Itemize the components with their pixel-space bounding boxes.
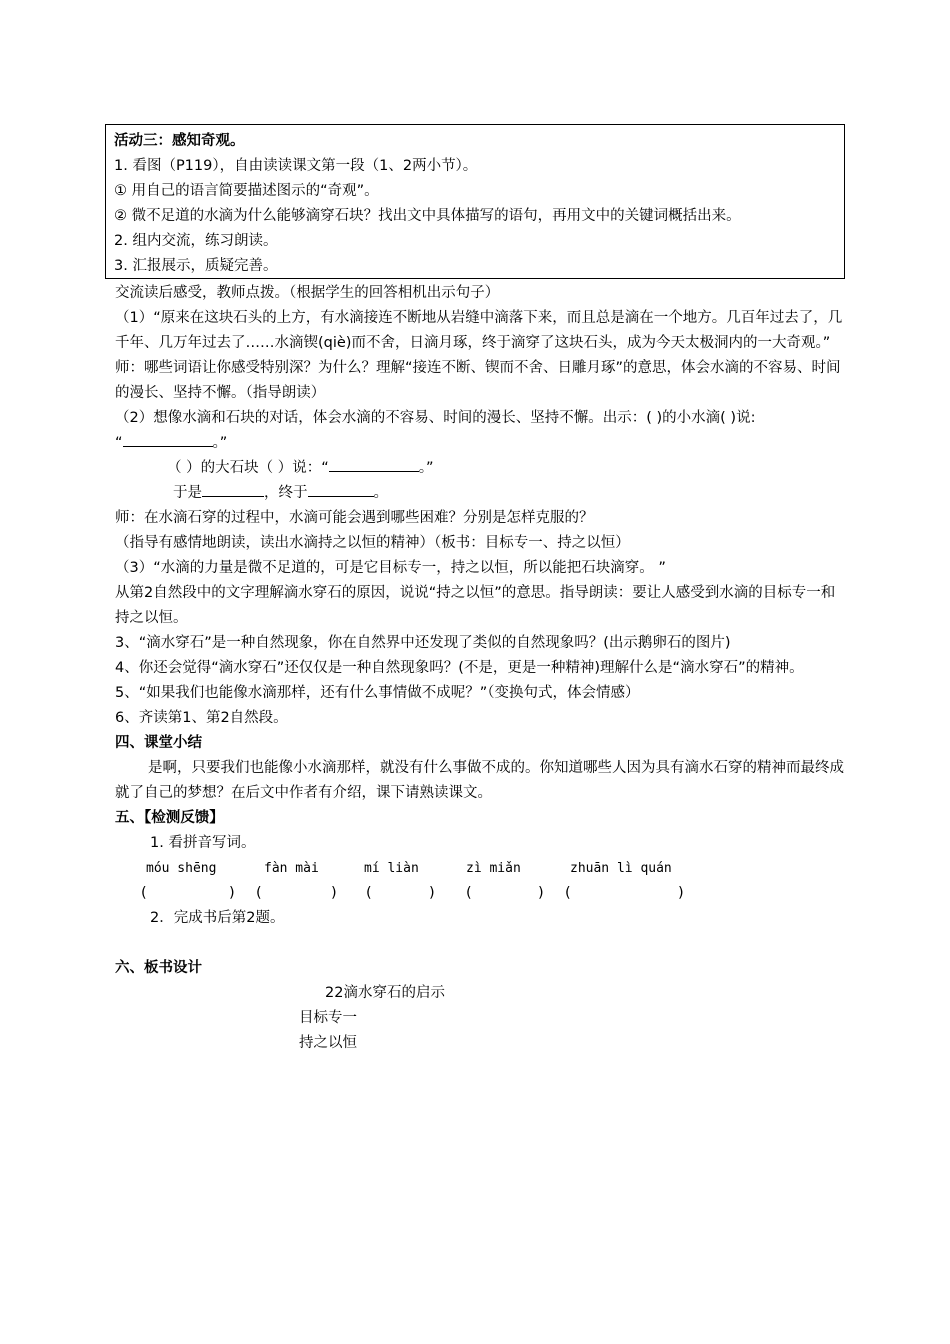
summary-paragraph: 是啊，只要我们也能像小水滴那样，就没有什么事做不成的。你知道哪些人因为具有滴水石穿的精神而最终成就了自己的梦想？在后文中作者有介绍，课下请熟读课文。 [115, 760, 844, 801]
quote-close: 。” [212, 435, 228, 451]
lesson-body [115, 281, 845, 1056]
blank[interactable] [329, 456, 419, 472]
paragraph: 5、“如果我们也能像水滴那样，还有什么事情做不成呢？”（变换句式，体会情感） [115, 685, 640, 701]
text: （ ）的大石块（ ）说：“ [167, 460, 329, 476]
paragraph: （3）“水滴的力量是微不足道的，可是它目标专一，持之以恒，所以能把石块滴穿。 ” [115, 560, 666, 576]
blank[interactable] [202, 481, 264, 497]
paren: ( [565, 885, 571, 901]
activity-line: ① 用自己的语言简要描述图示的“奇观”。 [114, 183, 379, 199]
exercise-item: 1. 看拼音写词。 [150, 835, 256, 851]
dialogue-blank-line [115, 431, 845, 456]
section-heading: 六、板书设计 [115, 960, 202, 976]
spacer [115, 931, 845, 956]
paren: ) [331, 885, 337, 901]
pinyin-row [115, 856, 845, 881]
activity-line: 2. 组内交流，练习朗读。 [114, 233, 278, 249]
text: ，终于 [264, 485, 308, 501]
blank-line [115, 481, 845, 506]
paren: ) [429, 885, 435, 901]
pinyin: mí liàn [364, 861, 419, 876]
paren: ( [141, 885, 147, 901]
exercise-item: 2．完成书后第2题。 [150, 910, 285, 926]
paragraph: 6、齐读第1、第2自然段。 [115, 710, 288, 726]
activity-box [105, 124, 845, 279]
activity-line: ② 微不足道的水滴为什么能够滴穿石块？找出文中具体描写的语句，再用文中的关键词概括出来。 [114, 208, 741, 224]
text: 于是 [173, 485, 202, 501]
text: 。” [418, 460, 434, 476]
pinyin: móu shēng [146, 861, 217, 876]
paragraph: （2）想像水滴和石块的对话，体会水滴的不容易、时间的漫长、坚持不懈。出示：( )的小水滴( )说: [115, 410, 756, 426]
paragraph: 交流读后感受，教师点拨。（根据学生的回答相机出示句子） [115, 285, 500, 301]
activity-line: 1. 看图（P119），自由读读课文第一段（1、2两小节）。 [114, 158, 478, 174]
pinyin: zhuān lì quán [570, 861, 672, 876]
paren: ( [466, 885, 472, 901]
paragraph: 师：哪些词语让你感受特别深？为什么？理解“接连不断、锲而不舍、日雕月琢”的意思，体会水滴的不容易、时间的漫长、坚持不懈。（指导朗读） [115, 360, 841, 401]
blank[interactable] [123, 431, 213, 447]
activity-title: 活动三：感知奇观。 [114, 133, 245, 149]
quote-paragraph: （1）“原来在这块石头的上方，有水滴接连不断地从岩缝中滴落下来，而且总是滴在一个地方。几百年过去了，几千年、几万年过去了……水滴锲(qiè)而不舍，日滴月琢，终于滴穿了这块石头，成为今天太极洞内的一大奇观。” [115, 310, 843, 351]
paren: ) [229, 885, 235, 901]
paragraph: 从第2自然段中的文字理解滴水穿石的原因，说说“持之以恒”的意思。指导朗读：要让人感受到水滴的目标专一和持之以恒。 [115, 585, 836, 626]
board-line: 持之以恒 [299, 1035, 357, 1051]
answer-row [115, 881, 845, 906]
board-title: 22滴水穿石的启示 [325, 985, 445, 1001]
section-heading: 四、课堂小结 [115, 735, 202, 751]
quote-open: “ [115, 435, 123, 451]
pinyin: fàn mài [264, 861, 319, 876]
pinyin: zì miǎn [466, 861, 521, 876]
paren: ) [678, 885, 684, 901]
blank[interactable] [308, 481, 374, 497]
dialogue-blank-line [115, 456, 845, 481]
activity-line: 3. 汇报展示，质疑完善。 [114, 258, 278, 274]
paren: ( [366, 885, 372, 901]
paragraph: 师：在水滴石穿的过程中，水滴可能会遇到哪些困难？分别是怎样克服的？ [115, 510, 594, 526]
paragraph: （指导有感情地朗读，读出水滴持之以恒的精神）（板书：目标专一、持之以恒） [115, 535, 630, 551]
paragraph: 4、你还会觉得“滴水穿石”还仅仅是一种自然现象吗？(不是，更是一种精神)理解什么是“滴水穿石”的精神。 [115, 660, 804, 676]
board-line: 目标专一 [299, 1010, 357, 1026]
paren: ( [256, 885, 262, 901]
paragraph: 3、“滴水穿石”是一种自然现象，你在自然界中还发现了类似的自然现象吗？(出示鹅卵石的图片) [115, 635, 731, 651]
paren: ) [538, 885, 544, 901]
text: 。 [373, 485, 388, 501]
section-heading: 五、【检测反馈】 [115, 810, 224, 826]
